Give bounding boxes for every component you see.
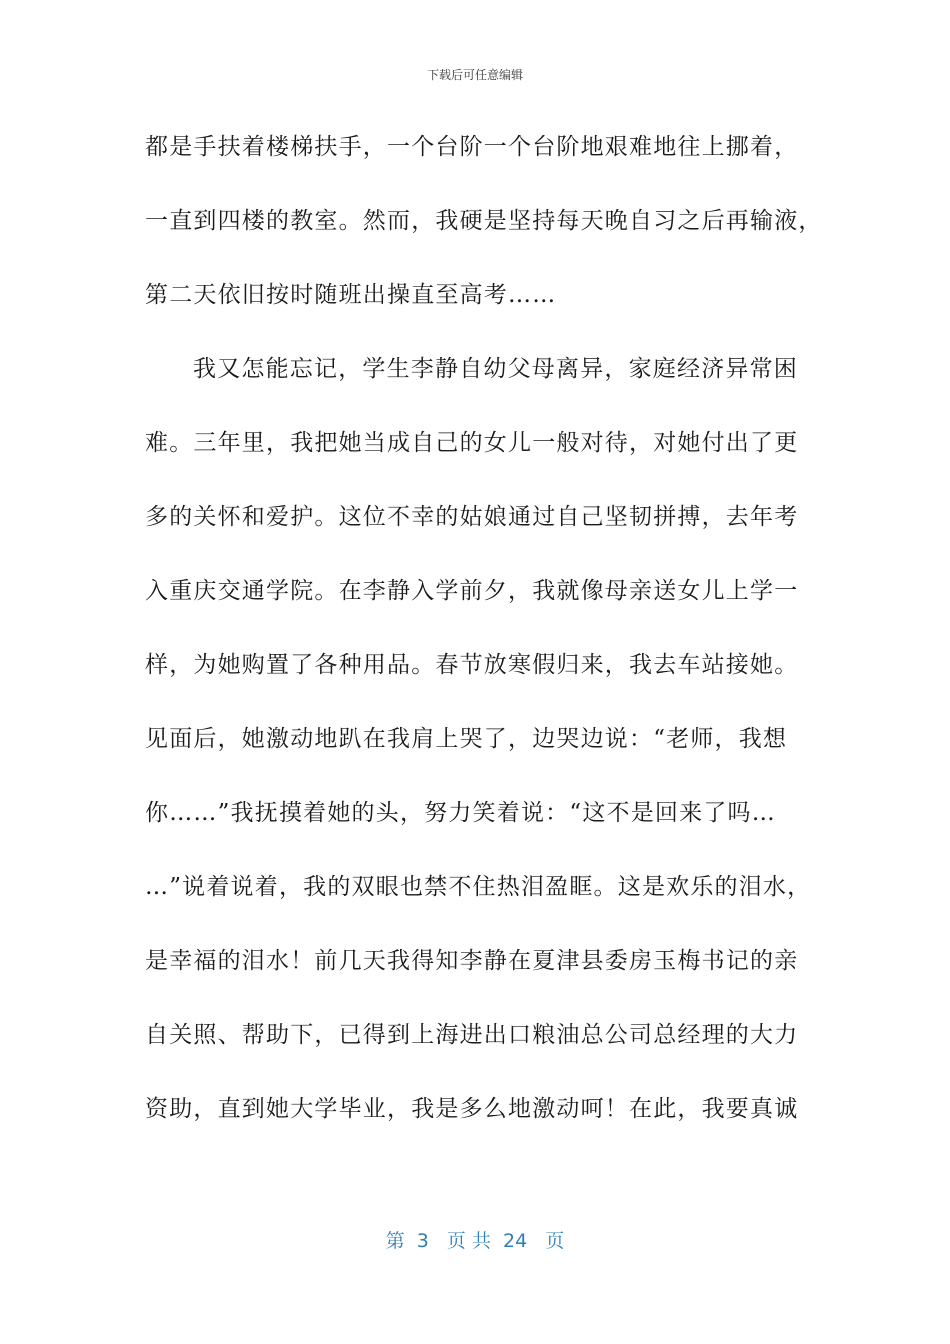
page-header: 下载后可任意编辑: [426, 68, 523, 82]
text-line: 你……”我抚摸着她的头，努力笑着说：“这不是回来了吗…: [145, 800, 776, 826]
text-line: 是幸福的泪水！前几天我得知李静在夏津县委房玉梅书记的亲: [145, 948, 799, 974]
text-line: 都是手扶着楼梯扶手，一个台阶一个台阶地艰难地往上挪着，: [145, 134, 799, 160]
text-line: 自关照、帮助下，已得到上海进出口粮油总公司总经理的大力: [145, 1022, 799, 1048]
text-line: 入重庆交通学院。在李静入学前夕，我就像母亲送女儿上学一: [145, 578, 799, 604]
text-line: 多的关怀和爱护。这位不幸的姑娘通过自己坚韧拼搏，去年考: [145, 504, 799, 530]
text-line: 样，为她购置了各种用品。春节放寒假归来，我去车站接她。: [145, 652, 799, 678]
text-line: 一直到四楼的教室。然而，我硬是坚持每天晚自习之后再输液，: [145, 208, 823, 234]
paragraph-start-line: 我又怎能忘记，学生李静自幼父母离异，家庭经济异常困: [193, 356, 798, 382]
text-line: …”说着说着，我的双眼也禁不住热泪盈眶。这是欢乐的泪水，: [145, 874, 812, 900]
text-line: 难。三年里，我把她当成自己的女儿一般对待，对她付出了更: [145, 430, 799, 456]
text-line: 第二天依旧按时随班出操直至高考……: [145, 282, 557, 308]
text-line: 见面后，她激动地趴在我肩上哭了，边哭边说：“老师，我想: [145, 726, 788, 752]
page-number-footer: 第 3 页 共 24 页: [385, 1230, 565, 1252]
text-line: 资助，直到她大学毕业，我是多么地激动呵！在此，我要真诚: [145, 1096, 799, 1122]
